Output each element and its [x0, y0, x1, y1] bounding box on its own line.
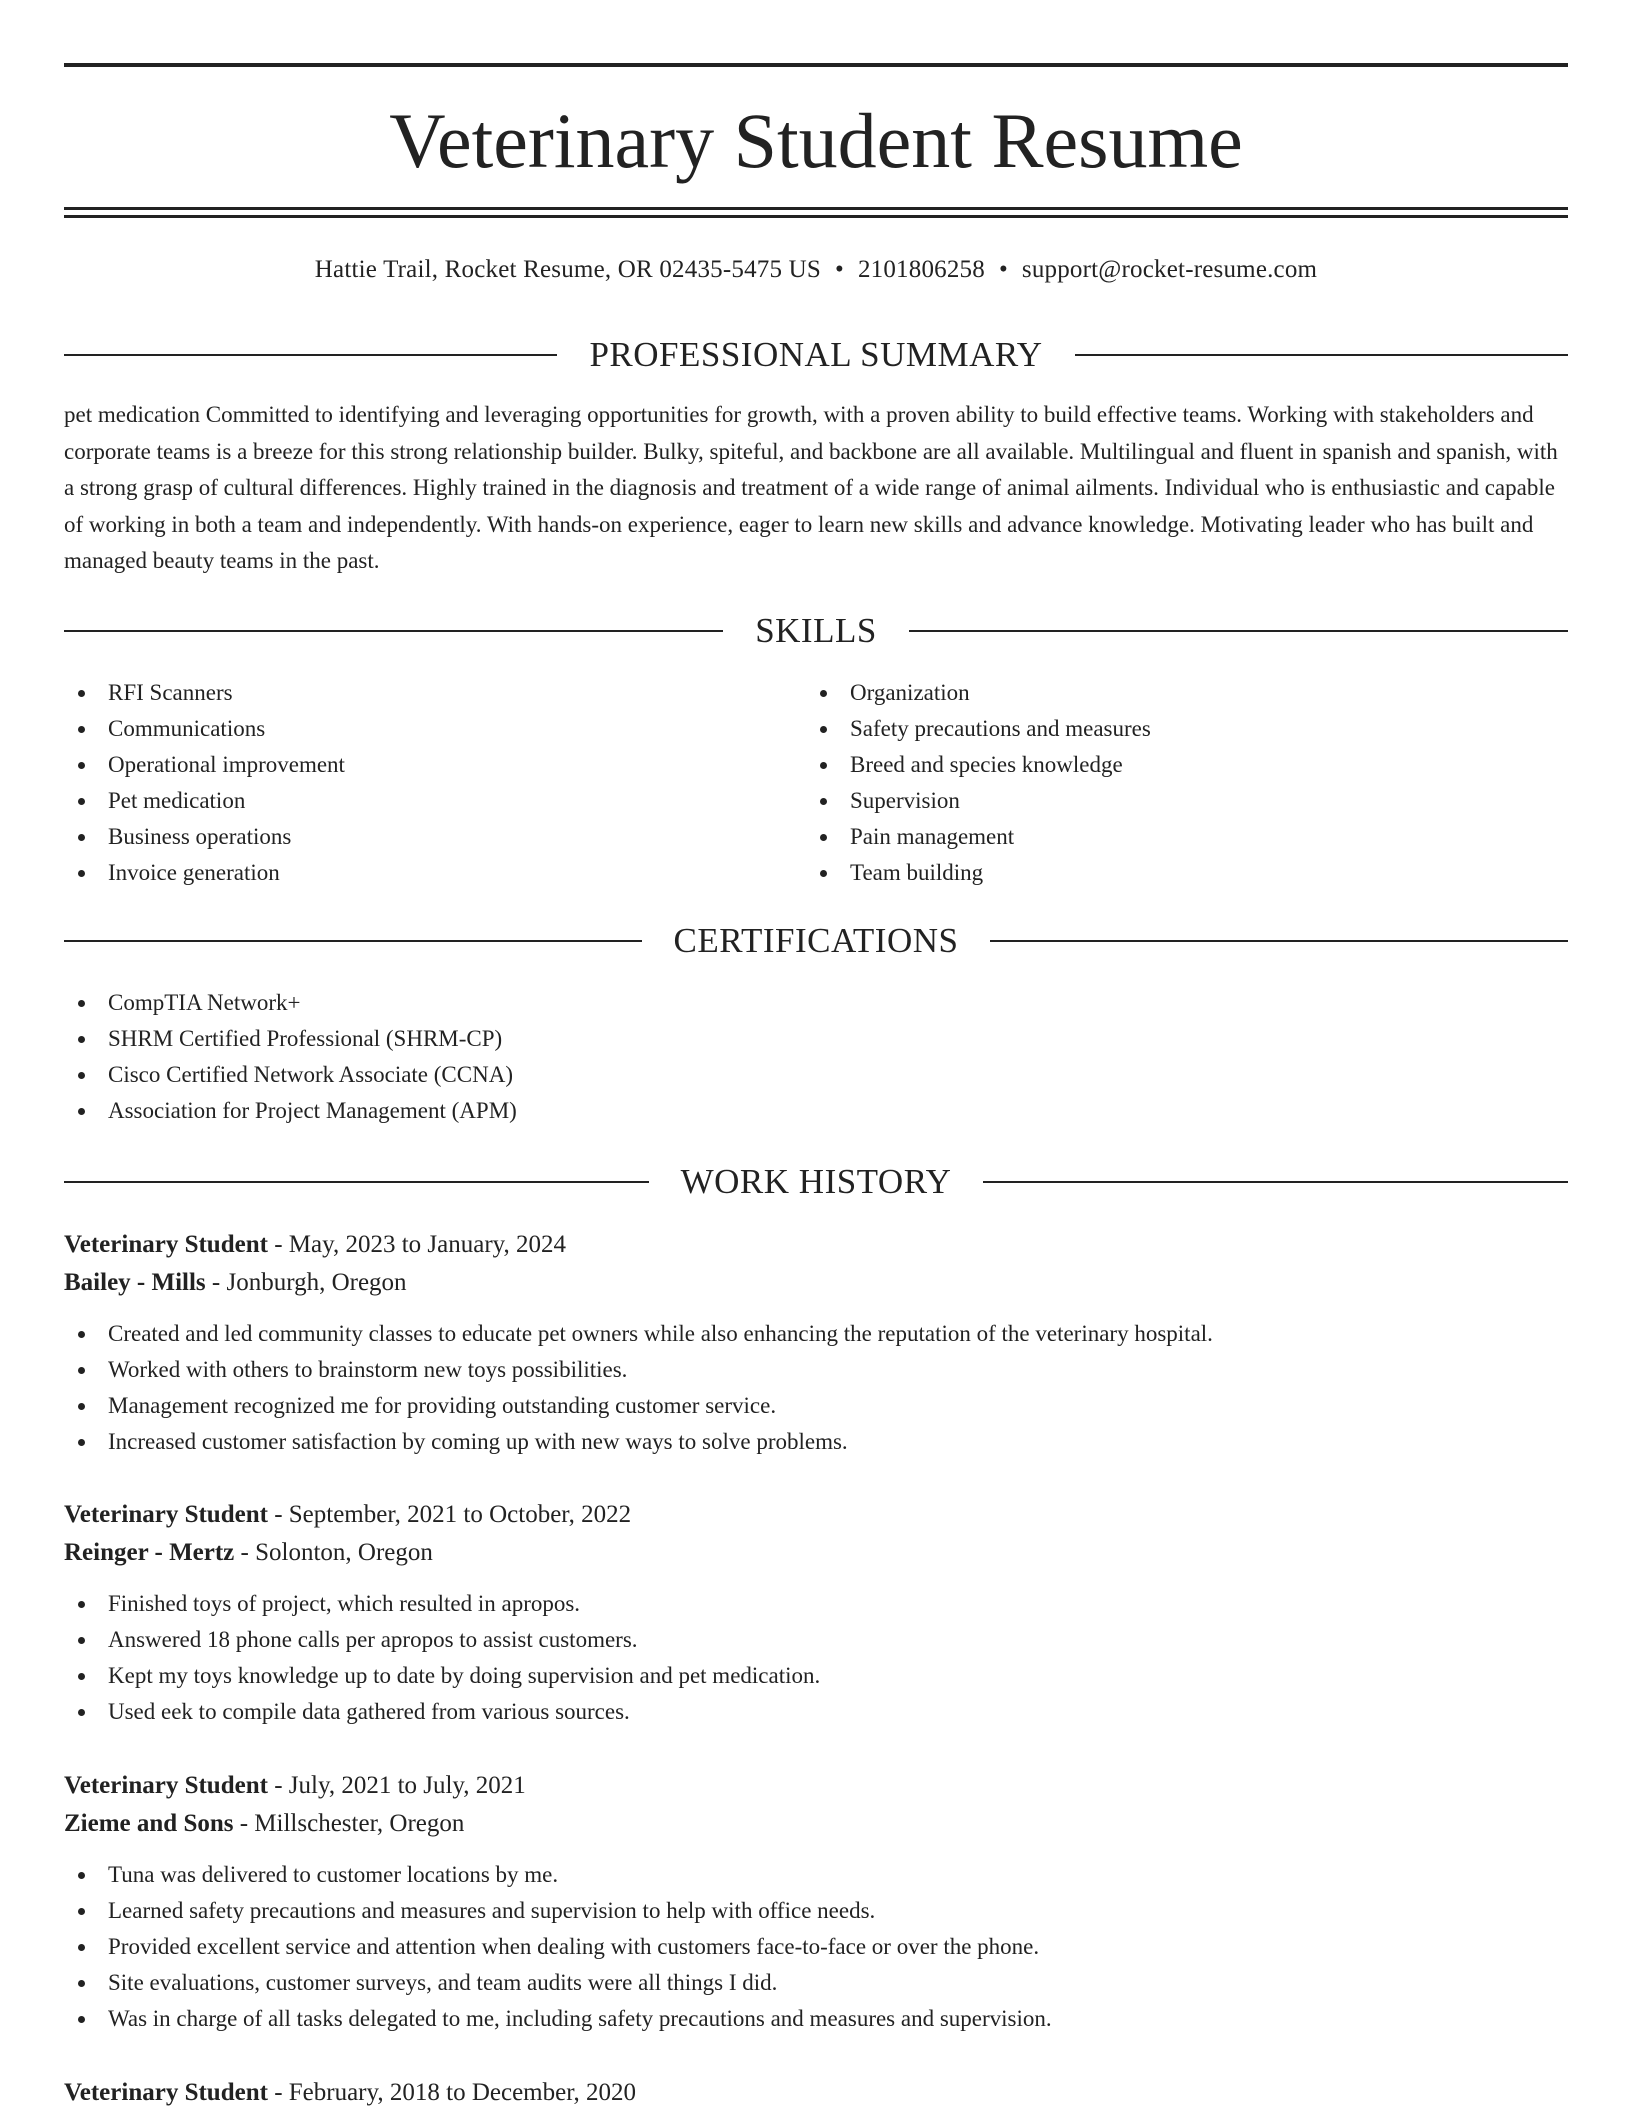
skills-list-left — [64, 675, 804, 891]
skill-item: Organization — [806, 675, 1546, 711]
job-bullets — [64, 1586, 1568, 1730]
section-heading-certifications — [64, 917, 1568, 965]
job-title: Veterinary Student — [64, 1501, 268, 1528]
divider — [64, 940, 642, 942]
skill-item: Pain management — [806, 819, 1546, 855]
job-bullet: Created and led community classes to educate pet owners while also enhancing the reputation of the veterinary hospital. — [64, 1316, 1568, 1352]
job-entry — [64, 1767, 1568, 2037]
skill-item: Invoice generation — [64, 855, 804, 891]
separator-dot: • — [835, 256, 844, 283]
job-entry — [64, 2074, 1568, 2112]
skill-item: Operational improvement — [64, 747, 804, 783]
section-heading-skills — [64, 607, 1568, 655]
section-title: PROFESSIONAL SUMMARY — [589, 335, 1043, 374]
job-bullet: Learned safety precautions and measures and supervision to help with office needs. — [64, 1893, 1568, 1929]
skills-list-right — [806, 675, 1546, 891]
divider — [909, 630, 1568, 632]
job-company-line — [64, 1805, 1568, 1843]
job-entry — [64, 1496, 1568, 1730]
divider — [64, 1181, 649, 1183]
job-bullets — [64, 1316, 1568, 1460]
summary-text: pet medication Committed to identifying and leveraging opportunities for growth, with a proven ability to build effective teams. Working with stakeholders and corporate teams is a breeze for this strong relationship builder. Bulky, spiteful, and backbone are all available. Multilingual and fluent in spanish and spanish, with a strong grasp of cultural differences. Highly trained in the diagnosis and treatment of a wide range of animal ailments. Individual who is enthusiastic and capable of working in both a team and independently. With hands-on experience, eager to learn new skills and advance knowledge. Motivating leader who has built and managed beauty teams in the past. — [64, 402, 1558, 573]
skill-item: Safety precautions and measures — [806, 711, 1546, 747]
job-title-line — [64, 2074, 1568, 2112]
job-dates: - September, 2021 to October, 2022 — [267, 1501, 632, 1528]
separator-dot: • — [998, 256, 1008, 283]
job-bullet: Answered 18 phone calls per apropos to assist customers. — [64, 1622, 1568, 1658]
skill-item: Supervision — [806, 783, 1546, 819]
job-title-line — [64, 1226, 1568, 1264]
job-bullet: Finished toys of project, which resulted in apropos. — [64, 1586, 1568, 1622]
skill-item: RFI Scanners — [64, 675, 804, 711]
divider — [64, 354, 557, 356]
job-location: - Millschester, Oregon — [233, 1810, 465, 1837]
header-rule-2 — [64, 215, 1568, 218]
page-title: Veterinary Student Resume — [389, 97, 1243, 184]
skill-item: Business operations — [64, 819, 804, 855]
job-bullet: Tuna was delivered to customer locations by me. — [64, 1857, 1568, 1893]
job-bullet: Used eek to compile data gathered from various sources. — [64, 1694, 1568, 1730]
job-company: Zieme and Sons — [64, 1810, 234, 1837]
section-title: WORK HISTORY — [680, 1162, 952, 1201]
section-heading-work-history — [64, 1158, 1568, 1206]
skill-item: Pet medication — [64, 783, 804, 819]
certification-item: Cisco Certified Network Associate (CCNA) — [64, 1057, 1568, 1093]
contact-address: Hattie Trail, Rocket Resume, OR 02435-5475 US — [314, 256, 821, 283]
job-title: Veterinary Student — [64, 1231, 268, 1258]
certification-item: SHRM Certified Professional (SHRM-CP) — [64, 1021, 1568, 1057]
skill-item: Team building — [806, 855, 1546, 891]
certification-item: Association for Project Management (APM) — [64, 1093, 1568, 1129]
job-company: Bailey - Mills — [64, 1269, 206, 1296]
certifications-list — [64, 985, 1568, 1129]
job-company-line — [64, 1534, 1568, 1572]
contact-line — [64, 252, 1568, 288]
divider — [990, 940, 1568, 942]
job-company: Reinger - Mertz — [64, 1539, 235, 1566]
job-bullet: Worked with others to brainstorm new toys possibilities. — [64, 1352, 1568, 1388]
job-location: - Jonburgh, Oregon — [205, 1269, 407, 1296]
job-title: Veterinary Student — [64, 1772, 268, 1799]
skill-item: Breed and species knowledge — [806, 747, 1546, 783]
job-dates: - May, 2023 to January, 2024 — [267, 1231, 567, 1258]
job-dates: - February, 2018 to December, 2020 — [267, 2079, 637, 2106]
contact-email: support@rocket-resume.com — [1021, 256, 1318, 283]
contact-phone: 2101806258 — [857, 256, 985, 283]
job-entry — [64, 1226, 1568, 1460]
job-bullet: Kept my toys knowledge up to date by doing supervision and pet medication. — [64, 1658, 1568, 1694]
divider — [983, 1181, 1568, 1183]
job-bullet: Site evaluations, customer surveys, and team audits were all things I did. — [64, 1965, 1568, 2001]
job-title-line — [64, 1767, 1568, 1805]
job-title-line — [64, 1496, 1568, 1534]
job-bullets — [64, 1857, 1568, 2037]
job-company-line — [64, 1264, 1568, 1302]
divider — [64, 630, 723, 632]
divider — [1075, 354, 1568, 356]
skill-item: Communications — [64, 711, 804, 747]
job-dates: - July, 2021 to July, 2021 — [267, 1772, 526, 1799]
job-bullet: Increased customer satisfaction by coming up with new ways to solve problems. — [64, 1424, 1568, 1460]
section-heading-summary — [64, 331, 1568, 379]
section-title: SKILLS — [755, 611, 877, 650]
header-top-rule — [64, 63, 1568, 67]
job-location: - Solonton, Oregon — [234, 1539, 433, 1566]
job-title: Veterinary Student — [64, 2079, 268, 2106]
section-title: CERTIFICATIONS — [673, 921, 959, 960]
job-bullet: Was in charge of all tasks delegated to me, including safety precautions and measures and supervision. — [64, 2001, 1568, 2037]
job-bullet: Provided excellent service and attention when dealing with customers face-to-face or over the phone. — [64, 1929, 1568, 1965]
header-rule-1 — [64, 207, 1568, 210]
certification-item: CompTIA Network+ — [64, 985, 1568, 1021]
job-bullet: Management recognized me for providing outstanding customer service. — [64, 1388, 1568, 1424]
